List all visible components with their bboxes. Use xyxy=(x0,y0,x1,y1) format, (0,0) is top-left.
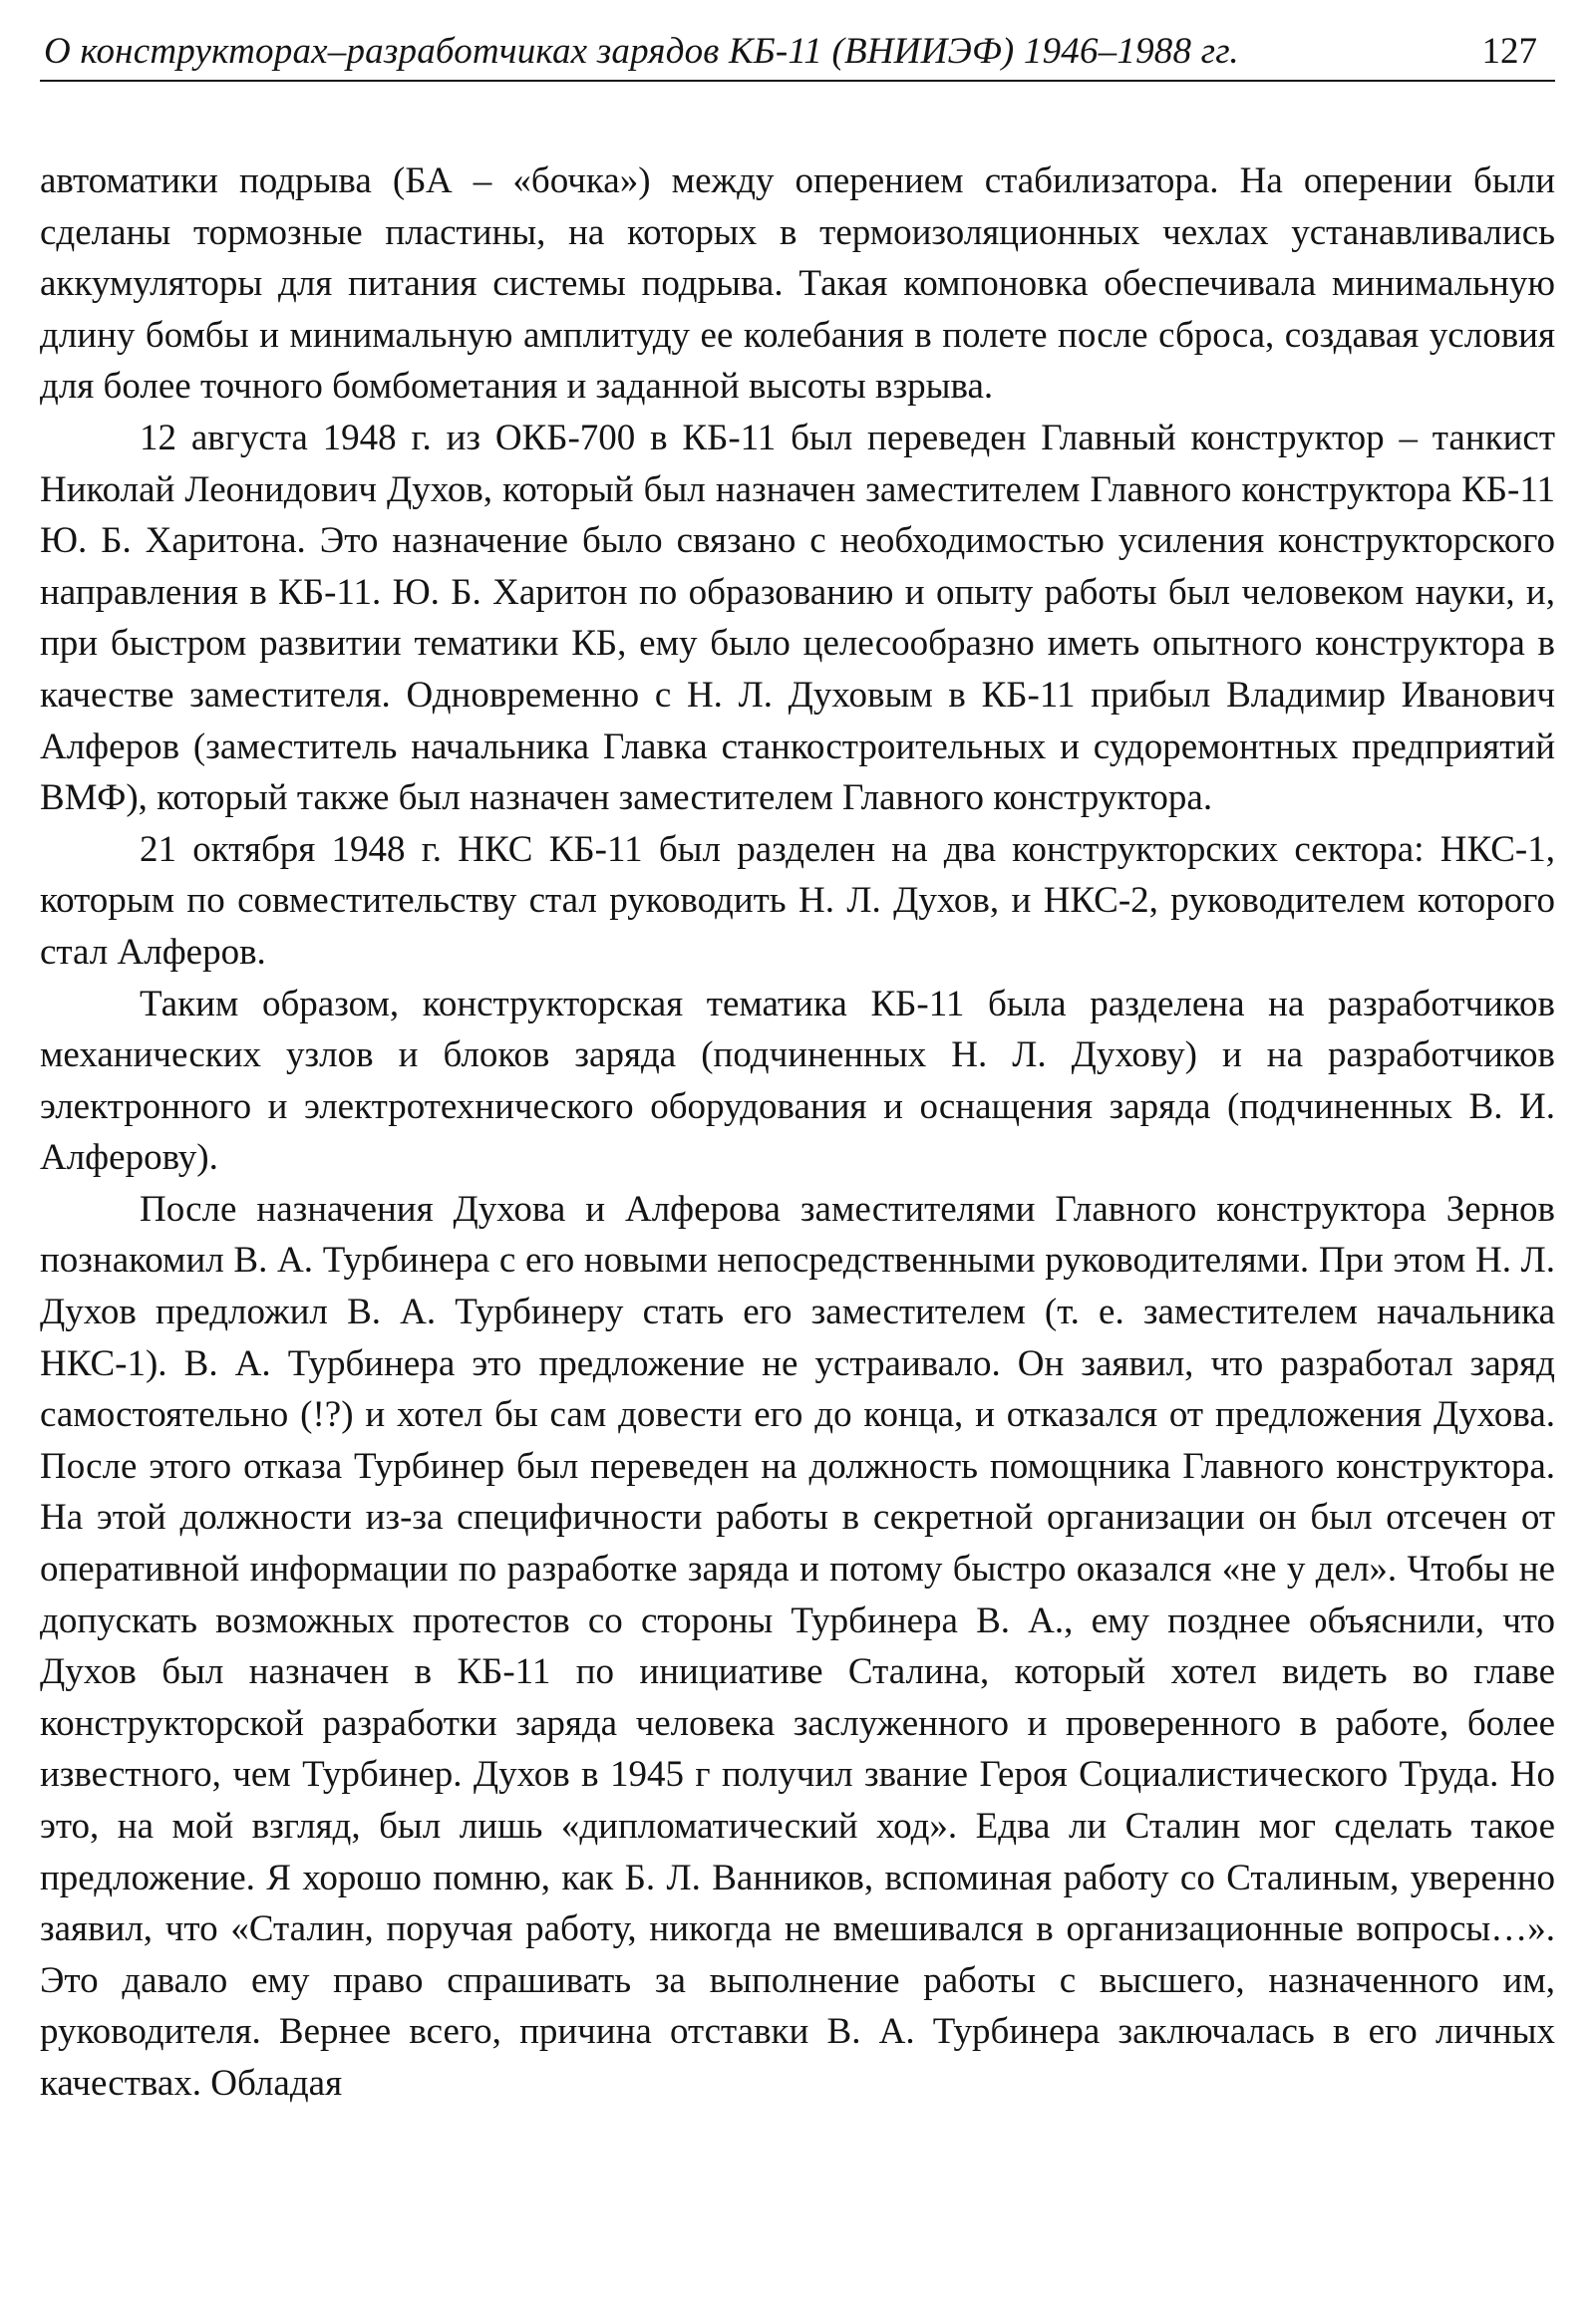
paragraph: После назначения Духова и Алферова заместителями Главного конструктора Зернов познакомил В. А. Турбинера с его новыми непосредственными руководителями. При этом Н. Л. Духов предложил В. А. Турбинеру стать его заместителем (т. е. заместителем начальника НКС-1). В. А. Турбинера это предложение не устраивало. Он заявил, что разработал заряд самостоятельно (!?) и хотел бы сам довести его до конца, и отказался от предложения Духова. После этого отказа Турбинер был переведен на должность помощника Главного конструктора. На этой должности из-за специфичности работы в секретной организации он был отсечен от оперативной информации по разработке заряда и потому быстро оказался «не у дел». Чтобы не допускать возможных протестов со стороны Турбинера В. А., ему позднее объяснили, что Духов был назначен в КБ-11 по инициативе Сталина, который хотел видеть во главе конструкторской разработки заряда человека заслуженного и проверенного в работе, более известного, чем Турбинер. Духов в 1945 г получил звание Героя Социалистического Труда. Но это, на мой взгляд, был лишь «дипломатический ход». Едва ли Сталин мог сделать такое предложение. Я хорошо помню, как Б. Л. Ванников, вспоминая работу со Сталиным, уверенно заявил, что «Сталин, поручая работу, никогда не вмешивался в организационные вопросы…». Это давало ему право спрашивать за выполнение работы с высшего, назначенного им, руководителя. Вернее всего, причина отставки В. А. Турбинера заключалась в его личных качествах. Обладая xyxy=(40,1188,1555,2104)
paragraph: Таким образом, конструкторская тематика КБ-11 была разделена на разработчиков механических узлов и блоков заряда (подчиненных Н. Л. Духову) и на разработчиков электронного и электротехнического оборудования и оснащения заряда (подчиненных В. И. Алферову). xyxy=(40,983,1555,1179)
running-header-title: О конструкторах–разработчиках зарядов КБ-11 (ВНИИЭФ) 1946–1988 гг. xyxy=(44,31,1239,72)
paragraph-continuation: автоматики подрыва (БА – «бочка») между оперением стабилизатора. На оперении были сделаны тормозные пластины, на которых в термоизоляционных чехлах устанавливались аккумуляторы для питания системы подрыва. Такая компоновка обеспечивала минимальную длину бомбы и минимальную амплитуду ее колебания в полете после сброса, создавая условия для более точного бомбометания и заданной высоты взрыва. xyxy=(40,160,1555,408)
running-header xyxy=(40,24,1555,82)
book-page xyxy=(40,24,1555,2110)
page-number: 127 xyxy=(1481,31,1537,72)
body-text xyxy=(40,155,1555,2110)
paragraph: 21 октября 1948 г. НКС КБ-11 был разделен на два конструкторских сектора: НКС-1, которым по совместительству стал руководить Н. Л. Духов, и НКС-2, руководителем которого стал Алферов. xyxy=(40,828,1555,973)
paragraph: 12 августа 1948 г. из ОКБ-700 в КБ-11 был переведен Главный конструктор – танкист Николай Леонидович Духов, который был назначен заместителем Главного конструктора КБ-11 Ю. Б. Харитона. Это назначение было связано с необходимостью усиления конструкторского направления в КБ-11. Ю. Б. Харитон по образованию и опыту работы был человеком науки, и, при быстром развитии тематики КБ, ему было целесообразно иметь опытного конструктора в качестве заместителя. Одновременно с Н. Л. Духовым в КБ-11 прибыл Владимир Иванович Алферов (заместитель начальника Главка станкостроительных и судоремонтных предприятий ВМФ), который также был назначен заместителем Главного конструктора. xyxy=(40,417,1555,819)
